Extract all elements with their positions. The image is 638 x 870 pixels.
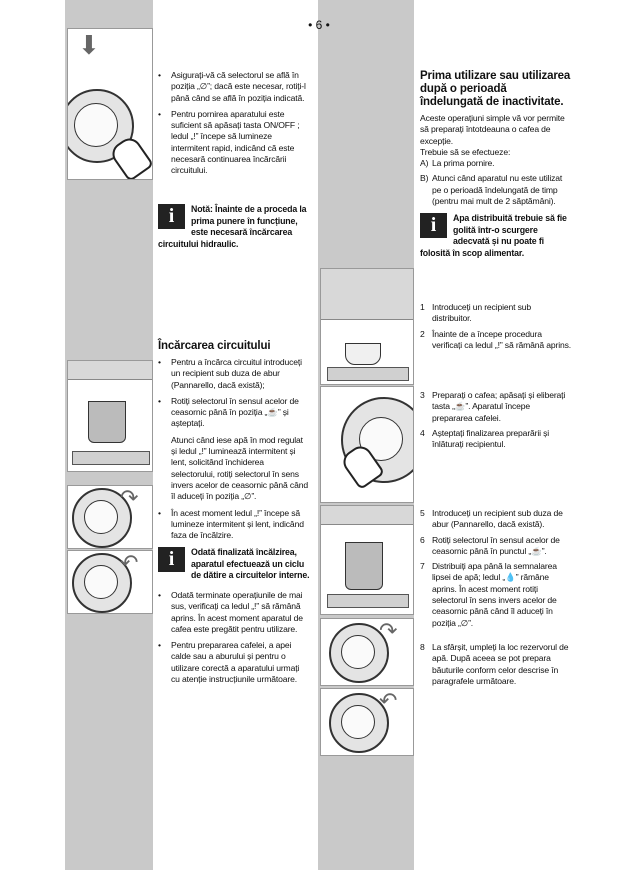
right-steps-3-4 xyxy=(420,390,572,454)
list-item: • Odată terminate operațiunile de mai sus, verificați ca ledul „!” să rămână aprins. În acest moment aparatul de cafea este pregătit pentru utilizare. xyxy=(158,589,303,634)
down-arrow-icon: ⬇ xyxy=(78,31,100,61)
right-steps-1-2 xyxy=(420,302,572,355)
illustration-dial-rotate-cw-right: ↷ xyxy=(320,618,414,686)
requirements-label: Trebuie să se efectueze: xyxy=(420,146,511,157)
step-item: 2 Înainte de a începe procedura verificați ca ledul „!” să rămână aprins. xyxy=(420,328,572,350)
right-column xyxy=(420,70,572,267)
illustration-dial-rotate-ccw xyxy=(67,550,153,614)
section-heading: Încărcarea circuitului xyxy=(158,340,271,352)
intro-text: Aceste operațiuni simple vă vor permite să preparați întotdeauna o cafea de excepție. xyxy=(420,113,565,146)
list-item: • În acest moment ledul „!” începe să lumineze intermitent și lent, indicând faza de încălzire. xyxy=(158,507,304,541)
page-number: • 6 • xyxy=(308,18,330,32)
info-icon: i xyxy=(420,213,447,238)
right-step-8 xyxy=(420,642,572,691)
illustration-dial-rotate-cw xyxy=(67,485,153,549)
right-heading: Prima utilizare sau utilizarea după o perioadă îndelungată de inactivitate. xyxy=(420,70,571,108)
cup-icon xyxy=(345,343,381,365)
info-icon: i xyxy=(158,204,185,229)
list-item: B) Atunci când aparatul nu este utilizat pe o perioadă îndelungată de timp (pentru mai mult de 2 săptămâni). xyxy=(420,173,563,207)
counterclockwise-arrow-icon: ↶ xyxy=(120,551,139,576)
illustration-pitcher xyxy=(67,360,153,472)
note-water: i Apa distribuită trebuie să fie golită într-o scurgere adecvată și nu poate fi folosită în scop alimentar. xyxy=(420,213,567,258)
right-steps-5-7 xyxy=(420,508,572,633)
clockwise-arrow-icon: ↷ xyxy=(120,486,139,511)
note-heating: i Odată finalizată încălzirea, aparatul efectuează un ciclu de dătire a circuitelor interne. xyxy=(158,547,310,582)
step-item: 3 Preparați o cafea; apăsați și eliberați tasta „☕”. Aparatul începe prepararea cafelei. xyxy=(420,390,566,423)
list-item: A) La prima pornire. xyxy=(420,158,495,169)
list-item: • Rotiți selectorul în sensul acelor de ceasornic până în poziția „☕” și așteptați. xyxy=(158,395,299,429)
step-item: 5 Introduceți un recipient sub duza de abur (Pannarello, dacă există). xyxy=(420,508,563,530)
step-item: 6 Rotiți selectorul în sensul acelor de ceasornic până în punctul „☕”. xyxy=(420,534,560,556)
left-column-main xyxy=(158,340,310,690)
selector-icon xyxy=(74,103,118,147)
drip-tray-icon xyxy=(72,451,150,465)
left-column-top xyxy=(158,70,310,182)
illustration-coffee-cup xyxy=(320,268,414,385)
step-item: 4 Așteptați finalizarea preparării și înlăturați recipientul. xyxy=(420,427,550,450)
illustration-power-button xyxy=(67,28,153,180)
pitcher-icon xyxy=(88,401,126,443)
note-circuit: i Notă: Înainte de a proceda la prima punere în funcțiune, este necesară încărcarea circuitului hidraulic. xyxy=(158,204,307,249)
step-item: 1 Introduceți un recipient sub distribuitor. xyxy=(420,302,531,324)
step-item: 8 La sfârșit, umpleți la loc rezervorul de apă. După aceea se pot prepara băuturile conform celor descrise în paragrafele următoare. xyxy=(420,642,569,686)
list-item: • Pentru a încărca circuitul introduceți un recipient sub duza de abur (Pannarello, dacă există); xyxy=(158,357,302,390)
illustration-coffee-button xyxy=(320,386,414,503)
list-item: • Pentru prepararea cafelei, a apei calde sau a aburului și pentru o utilizare corectă a aparatului urmați cu atenție instrucțiunile următoare. xyxy=(158,640,300,685)
list-item: • Asigurați-vă că selectorul se află în poziția „∅”; dacă este necesar, rotiți-l până când se află în poziția indicată. xyxy=(158,70,306,103)
list-item: • Pentru pornirea aparatului este suficient să apăsați tasta ON/OFF ; ledul „!” începe să lumineze intermitent rapid, indicând că este necesară continuarea încărcării circuitului. xyxy=(158,108,300,176)
info-icon: i xyxy=(158,547,185,572)
step-item: 7 Distribuiți apa până la semnalarea lipsei de apă; ledul „💧” rămâne aprins. În acest moment rotiți selectorul în sens invers acelor de ceasornic până când îl aduceți în poziția „∅”. xyxy=(420,561,557,628)
illustration-steam-pitcher xyxy=(320,505,414,615)
list-item-continuation: Atunci când iese apă în mod regulat și ledul „!” luminează intermitent și lent, solicitând închiderea selectorului, rotiți selectorul în sens invers acelor de ceasornic până când îl aduceți în poziția „∅”. xyxy=(171,434,308,502)
illustration-dial-rotate-ccw-right: ↶ xyxy=(320,688,414,756)
